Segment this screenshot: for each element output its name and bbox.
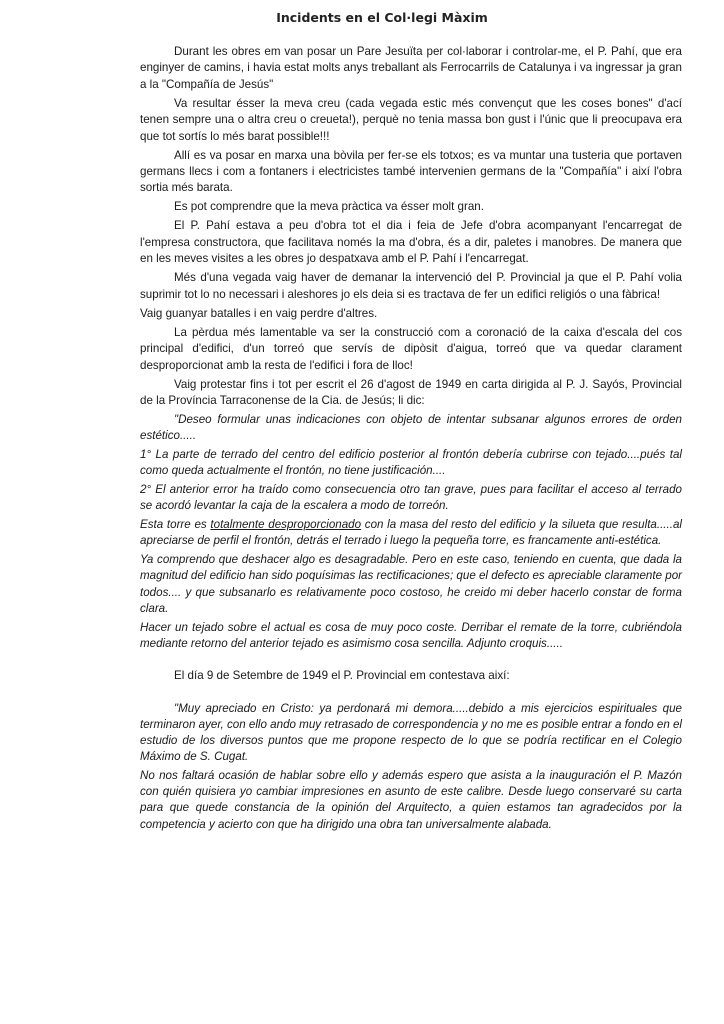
quoted-letter-2 (140, 701, 682, 833)
quote-line: No nos faltará ocasión de hablar sobre ello y además espero que asista a la inauguración el P. Mazón con quién quisiera yo cambiar impresiones en asunto de este calibre. Desde luego conservaré su carta para que quede constancia de la opinión del Arquitecto, a quien estamos tan agradecidos por la competencia y acierto con que ha dirigido una obra tan universalmente alabada. (140, 768, 682, 831)
quote-line: 2° El anterior error ha traído como consecuencia otro tan grave, pues para facilitar el acceso al terrado se acordó levantar la caja de la escalera a modo de torreón. (140, 483, 682, 513)
underlined-text: totalmente desproporcionado (210, 518, 362, 532)
quote-text: con la masa del resto del edificio y la silueta que resulta.....al apreciarse de perfil el frontón, detrás el terrado i luego la pequeña torre, es francamente anti-estética. (140, 518, 682, 548)
quote-line: 1° La parte de terrado del centro del edificio posterior al frontón debería cubrirse con tejado....pués tal como queda actualmente el frontón, no tiene justificación.... (140, 448, 682, 478)
paragraph: Va resultar ésser la meva creu (cada vegada estic més convençut que les coses bones" d'ací tenen sempre una o altra creu o creueta!), perquè no tenia massa bon gust i l'únic que li preocupava era que tot sortís lo més barat possible!!! (140, 96, 682, 143)
quote-line: "Deseo formular unas indicaciones con objeto de intentar subsanar algunos errores de orden estético..... (140, 413, 682, 443)
paragraph: Allí es va posar en marxa una bòvila per fer-se els totxos; es va muntar una tusteria que portaven germans llecs i com a fontaners i electricistes també intervenien germans de la "Compañía" i així l'obra sortia més barata. (140, 148, 682, 195)
paragraph: Vaig guanyar batalles i en vaig perdre d'altres. (140, 307, 378, 321)
paragraph: Més d'una vegada vaig haver de demanar la intervenció del P. Provincial ja que el P. Pahí volia suprimir tot lo no necessari i aleshores jo els deia si es tractava de fer un edifici religiós o una fàbrica! (140, 271, 682, 301)
reply-intro: El día 9 de Setembre de 1949 el P. Provincial em contestava així: (174, 669, 510, 683)
quote-line: "Muy apreciado en Cristo: ya perdonará mi demora.....debido a mis ejercicios espirituales que terminaron ayer, con ello ando muy retrasado de correspondencia y no me es posible entrar a fondo en el estudio de los diversos puntos que me propone respecto de lo que se podría rectificar en el Colegio Máximo de S. Cugat. (140, 701, 683, 764)
quote-line: Hacer un tejado sobre el actual es cosa de muy poco coste. Derribar el remate de la torre, cubriéndola mediante retorno del anterior tejado es asimismo cosa sencilla. Adjunto croquis..... (140, 620, 682, 650)
paragraph: Vaig protestar fins i tot per escrit el 26 d'agost de 1949 en carta dirigida al P. J. Sayós, Provincial de la Província Tarraconense de la Cia. de Jesús; li dic: (140, 377, 682, 408)
quote-text: Esta torre es (140, 518, 211, 532)
quoted-letter-1 (140, 412, 682, 652)
paragraph: Durant les obres em van posar un Pare Jesuïta per col·laborar i controlar-me, el P. Pahí, que era enginyer de camins, i havia estat molts anys treballant als Ferrocarrils de Catalunya i va ingressar ja gran a la "Compañía de Jesús" (140, 45, 682, 91)
quote-line (140, 517, 682, 549)
quote-line: Ya comprendo que deshacer algo es desagradable. Pero en este caso, teniendo en cuenta, que dada la magnitud del edificio han sido poquísimas las rectificaciones; que el defecto es apreciable claramente por todos.... y que subsanarlo es relativamente poco costoso, he creido mi deber hacerlo constar de forma clara. (140, 553, 682, 615)
paragraph: El P. Pahí estava a peu d'obra tot el dia i feia de Jefe d'obra acompanyant l'encarregat de l'empresa constructora, que facilitava només la ma d'obra, és a dir, paletes i manobres. De manera que en les meves visites a les obres jo despatxava amb el P. Pahí i l'encarregat. (140, 219, 682, 266)
document-title: Incidents en el Col·legi Màxim (276, 10, 488, 25)
document-body (140, 44, 682, 835)
paragraph: Es pot comprendre que la meva pràctica va ésser molt gran. (174, 200, 484, 214)
paragraph: La pèrdua més lamentable va ser la construcció com a coronació de la caixa d'escala del cos principal d'edifici, d'un torreó que servís de dipòsit d'aigua, torreó que va quedar clarament desproporcionat amb la resta de l'edifici i fora de lloc! (140, 326, 682, 372)
